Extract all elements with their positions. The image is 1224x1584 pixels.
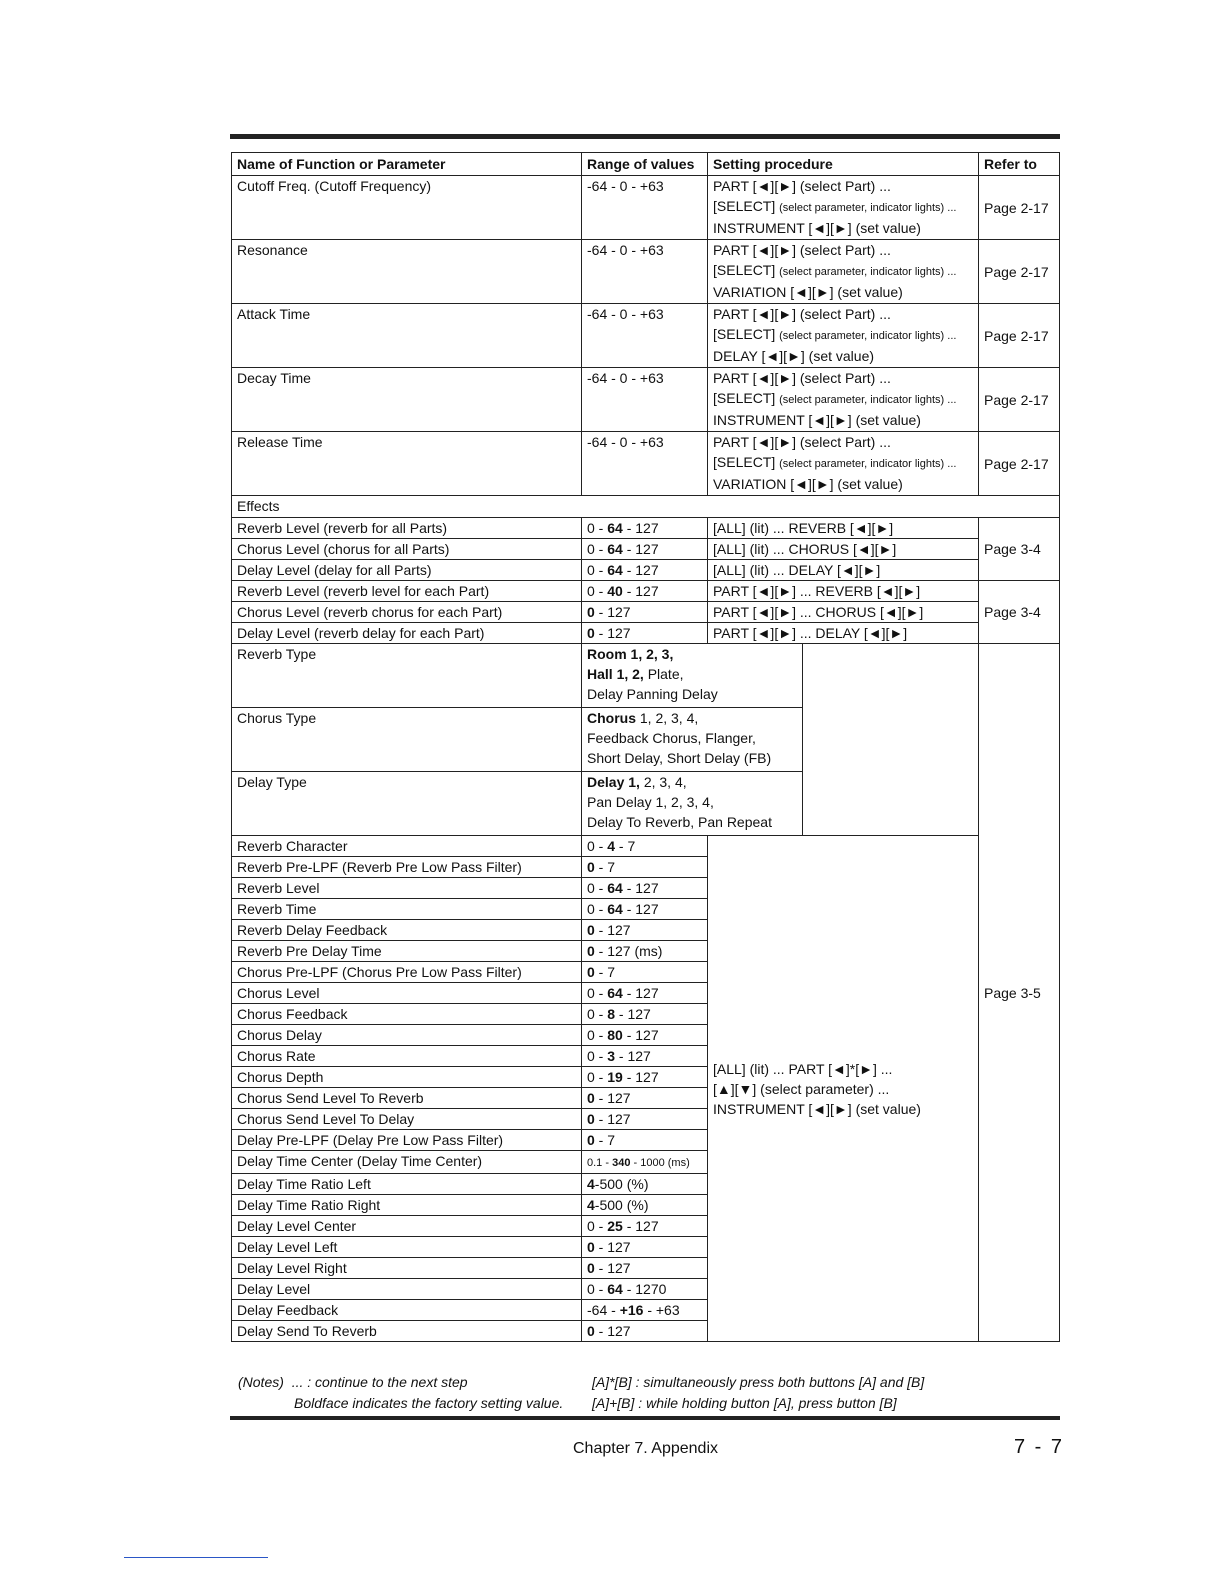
param-name: Chorus Send Level To Reverb: [237, 1090, 424, 1106]
param-name: Reverb Level (reverb level for each Part): [237, 583, 490, 599]
param-name: Chorus Delay: [237, 1027, 322, 1043]
range-default: 0: [587, 1090, 595, 1106]
range-default: 0: [587, 922, 595, 938]
range-default: 25: [607, 1218, 623, 1234]
range-part: 0 -: [587, 838, 608, 854]
procedure-step: [ALL] (lit) ... REVERB [◄][►]: [713, 520, 894, 536]
table-row: [232, 518, 1060, 539]
procedure-step: [SELECT]: [713, 454, 776, 470]
procedure-note: (select parameter, indicator lights) ...: [779, 266, 957, 278]
range-default: 40: [607, 583, 623, 599]
procedure-note: (select parameter, indicator lights) ...: [779, 394, 957, 406]
procedure-step: PART [◄][►] ... CHORUS [◄][►]: [713, 604, 924, 620]
type-default: Chorus: [587, 710, 636, 726]
notes-left: [238, 1372, 563, 1414]
bottom-rule: [230, 1416, 1060, 1420]
param-name: Decay Time: [237, 370, 311, 386]
procedure-step: PART [◄][►] (select Part) ...: [713, 434, 891, 450]
notes-boldface: Boldface indicates the factory setting value.: [294, 1395, 564, 1411]
range-part: - 1000 (ms): [630, 1157, 690, 1169]
param-name: Cutoff Freq. (Cutoff Frequency): [237, 178, 432, 194]
procedure-step: PART [◄][►] (select Part) ...: [713, 242, 891, 258]
range-part: - 127: [622, 985, 659, 1001]
range-part: - 127: [594, 1239, 631, 1255]
range-part: 0.1 -: [587, 1157, 613, 1169]
type-values: 1, 2, 3, 4,: [636, 710, 699, 726]
range-part: - 127: [594, 604, 631, 620]
param-name: Chorus Send Level To Delay: [237, 1111, 415, 1127]
refer-page: Page 2-17: [984, 327, 1049, 344]
range-part: - 7: [594, 1132, 616, 1148]
range-default: 0: [587, 964, 595, 980]
param-name: Delay Time Center (Delay Time Center): [237, 1153, 483, 1169]
refer-page: Page 3-4: [984, 604, 1041, 620]
table-row: [232, 176, 1060, 240]
param-name: Chorus Rate: [237, 1048, 316, 1064]
param-name: Delay Level (delay for all Parts): [237, 562, 432, 578]
parameter-table: [231, 152, 1060, 1342]
range-default: 4: [587, 1197, 595, 1213]
range-part: - 127: [622, 562, 659, 578]
header-name: Name of Function or Parameter: [232, 153, 582, 176]
range-part: - 127: [622, 1218, 659, 1234]
param-name: Chorus Level (reverb chorus for each Part): [237, 604, 503, 620]
range-default: 0: [587, 943, 595, 959]
param-range: -64 - 0 - +63: [587, 370, 664, 386]
range-part: 0 -: [587, 1006, 608, 1022]
range-default: 0: [587, 1111, 595, 1127]
param-name: Delay Level Left: [237, 1239, 338, 1255]
range-part: 0 -: [587, 1048, 608, 1064]
range-part: - 127: [622, 541, 659, 557]
param-name: Reverb Level (reverb for all Parts): [237, 520, 448, 536]
table-row: [232, 644, 1060, 708]
range-part: 0 -: [587, 880, 608, 896]
range-default: 4: [587, 1176, 595, 1192]
param-range: -64 - 0 - +63: [587, 434, 664, 450]
procedure-step: PART [◄][►] (select Part) ...: [713, 306, 891, 322]
param-name: Chorus Depth: [237, 1069, 324, 1085]
procedure-note: (select parameter, indicator lights) ...: [779, 458, 957, 470]
param-name: Chorus Feedback: [237, 1006, 348, 1022]
table-row: [232, 539, 1060, 560]
table-row: [232, 836, 1060, 857]
range-part: - 7: [594, 964, 616, 980]
range-default: 0: [587, 1132, 595, 1148]
range-part: - 127: [615, 1048, 651, 1064]
procedure-step: INSTRUMENT [◄][►] (set value): [713, 412, 921, 428]
range-default: 4: [607, 838, 616, 854]
table-row: [232, 368, 1060, 432]
param-name: Reverb Type: [237, 646, 317, 662]
header-range: Range of values: [582, 153, 708, 176]
param-range: -64 - 0 - +63: [587, 242, 664, 258]
range-part: - 127: [622, 583, 659, 599]
range-default: 0: [587, 859, 595, 875]
range-default: 64: [607, 520, 623, 536]
table-row: [232, 240, 1060, 304]
procedure-step: INSTRUMENT [◄][►] (set value): [713, 220, 921, 236]
range-default: 340: [612, 1157, 631, 1169]
procedure-step: PART [◄][►] ... REVERB [◄][►]: [713, 583, 921, 599]
procedure-step: [SELECT]: [713, 390, 776, 406]
range-default: 0: [587, 604, 595, 620]
range-part: - 127: [594, 1111, 631, 1127]
range-part: 0 -: [587, 562, 608, 578]
param-name: Delay Level Right: [237, 1260, 347, 1276]
range-part: - 127: [594, 1260, 631, 1276]
param-name: Delay Type: [237, 774, 307, 790]
range-part: 0 -: [587, 1069, 608, 1085]
type-values: Short Delay, Short Delay (FB): [587, 750, 772, 766]
param-name: Chorus Type: [237, 710, 317, 726]
notes-label: (Notes): [238, 1374, 284, 1390]
range-part: 0 -: [587, 1218, 608, 1234]
param-name: Release Time: [237, 434, 323, 450]
range-part: - 127: [594, 922, 631, 938]
range-part: - 127: [594, 1323, 631, 1339]
param-name: Reverb Time: [237, 901, 317, 917]
chapter-title: Chapter 7. Appendix: [573, 1440, 718, 1457]
refer-page: Page 2-17: [984, 263, 1049, 280]
refer-page: Page 2-17: [984, 391, 1049, 408]
type-values: Plate,: [643, 666, 684, 682]
param-name: Delay Level Center: [237, 1218, 357, 1234]
param-name: Delay Send To Reverb: [237, 1323, 377, 1339]
bottom-link-line: [124, 1557, 268, 1558]
range-part: - +63: [643, 1302, 680, 1318]
range-part: - 127: [622, 1069, 659, 1085]
procedure-step: PART [◄][►] (select Part) ...: [713, 178, 891, 194]
table-row: [232, 304, 1060, 368]
range-part: - 127: [622, 1027, 659, 1043]
range-part: - 127: [622, 520, 659, 536]
param-name: Reverb Pre Delay Time: [237, 943, 382, 959]
type-values: Pan Delay 1, 2, 3, 4,: [587, 794, 714, 810]
param-name: Reverb Pre-LPF (Reverb Pre Low Pass Filter): [237, 859, 522, 875]
procedure-step: INSTRUMENT [◄][►] (set value): [713, 1100, 921, 1117]
range-default: 64: [607, 901, 623, 917]
procedure-step: [ALL] (lit) ... PART [◄]*[►] ...: [713, 1060, 893, 1077]
range-part: - 7: [594, 859, 616, 875]
type-values: Delay Panning Delay: [587, 686, 718, 702]
param-range: -64 - 0 - +63: [587, 178, 664, 194]
range-default: 0: [587, 1239, 595, 1255]
range-part: -500 (%): [594, 1176, 649, 1192]
param-name: Reverb Level: [237, 880, 320, 896]
procedure-step: [SELECT]: [713, 198, 776, 214]
range-part: - 1270: [622, 1281, 667, 1297]
refer-page: Page 2-17: [984, 199, 1049, 216]
param-range: -64 - 0 - +63: [587, 306, 664, 322]
procedure-step: VARIATION [◄][►] (set value): [713, 476, 903, 492]
param-name: Delay Time Ratio Right: [237, 1197, 381, 1213]
procedure-step: [ALL] (lit) ... DELAY [◄][►]: [713, 562, 881, 578]
procedure-note: (select parameter, indicator lights) ...: [779, 202, 957, 214]
range-default: 64: [607, 880, 623, 896]
param-name: Delay Feedback: [237, 1302, 339, 1318]
range-part: 0 -: [587, 1281, 608, 1297]
table-row: [232, 581, 1060, 602]
type-default: Hall 1, 2,: [587, 666, 644, 682]
range-default: 3: [607, 1048, 616, 1064]
range-default: 0: [587, 625, 595, 641]
section-title-effects: Effects: [237, 498, 280, 514]
range-default: 0: [587, 1260, 595, 1276]
section-row: [232, 496, 1060, 518]
range-part: - 127: [622, 901, 659, 917]
type-default: Room 1, 2, 3,: [587, 646, 674, 662]
procedure-step: PART [◄][►] ... DELAY [◄][►]: [713, 625, 908, 641]
range-part: - 127: [622, 880, 659, 896]
range-default: 8: [607, 1006, 616, 1022]
range-part: 0 -: [587, 583, 608, 599]
range-part: 0 -: [587, 985, 608, 1001]
range-part: - 127 (ms): [594, 943, 663, 959]
range-default: 19: [607, 1069, 623, 1085]
range-part: - 7: [615, 838, 636, 854]
procedure-step: [▲][▼] (select parameter) ...: [713, 1080, 890, 1097]
notes-holding: [A]+[B] : while holding button [A], press button [B]: [592, 1395, 897, 1411]
table-row: [232, 560, 1060, 581]
param-name: Delay Level (reverb delay for each Part): [237, 625, 485, 641]
range-part: 0 -: [587, 541, 608, 557]
param-name: Reverb Delay Feedback: [237, 922, 388, 938]
param-name: Reverb Character: [237, 838, 348, 854]
param-name: Chorus Level (chorus for all Parts): [237, 541, 450, 557]
refer-page: Page 2-17: [984, 455, 1049, 472]
procedure-step: VARIATION [◄][►] (set value): [713, 284, 903, 300]
notes-simultaneous: [A]*[B] : simultaneously press both buttons [A] and [B]: [592, 1374, 925, 1390]
type-values: Delay To Reverb, Pan Repeat: [587, 814, 772, 830]
range-default: +16: [619, 1302, 644, 1318]
range-part: - 127: [594, 1090, 631, 1106]
type-values: Feedback Chorus, Flanger,: [587, 730, 756, 746]
range-part: - 127: [615, 1006, 651, 1022]
header-procedure: Setting procedure: [708, 153, 979, 176]
range-default: 64: [607, 562, 623, 578]
param-name: Chorus Pre-LPF (Chorus Pre Low Pass Filter): [237, 964, 522, 980]
table-header-row: [232, 153, 1060, 176]
procedure-step: [ALL] (lit) ... CHORUS [◄][►]: [713, 541, 897, 557]
page-number: 7 - 7: [1014, 1436, 1065, 1458]
procedure-step: DELAY [◄][►] (set value): [713, 348, 875, 364]
param-name: Chorus Level: [237, 985, 320, 1001]
param-name: Delay Level: [237, 1281, 311, 1297]
param-name: Resonance: [237, 242, 308, 258]
refer-page: Page 3-5: [984, 984, 1041, 1001]
param-name: Delay Pre-LPF (Delay Pre Low Pass Filter): [237, 1132, 504, 1148]
table-row: [232, 432, 1060, 496]
header-refer: Refer to: [979, 153, 1060, 176]
procedure-step: [SELECT]: [713, 326, 776, 342]
notes-right: [592, 1372, 924, 1414]
range-part: 0 -: [587, 1027, 608, 1043]
table-row: [232, 623, 1060, 644]
procedure-note: (select parameter, indicator lights) ...: [779, 330, 957, 342]
procedure-step: [SELECT]: [713, 262, 776, 278]
range-default: 64: [607, 1281, 623, 1297]
range-part: 0 -: [587, 901, 608, 917]
procedure-step: PART [◄][►] (select Part) ...: [713, 370, 891, 386]
range-default: 64: [607, 541, 623, 557]
range-part: -500 (%): [594, 1197, 649, 1213]
range-part: 0 -: [587, 520, 608, 536]
range-part: -64 -: [587, 1302, 620, 1318]
range-default: 0: [587, 1323, 595, 1339]
top-rule: [230, 134, 1060, 139]
notes-continue: ... : continue to the next step: [291, 1374, 468, 1390]
range-part: - 127: [594, 625, 631, 641]
range-default: 80: [607, 1027, 623, 1043]
table-row: [232, 602, 1060, 623]
range-default: 64: [607, 985, 623, 1001]
type-default: Delay 1,: [587, 774, 640, 790]
param-name: Delay Time Ratio Left: [237, 1176, 371, 1192]
refer-page: Page 3-4: [984, 541, 1041, 557]
type-values: 2, 3, 4,: [639, 774, 687, 790]
param-name: Attack Time: [237, 306, 311, 322]
